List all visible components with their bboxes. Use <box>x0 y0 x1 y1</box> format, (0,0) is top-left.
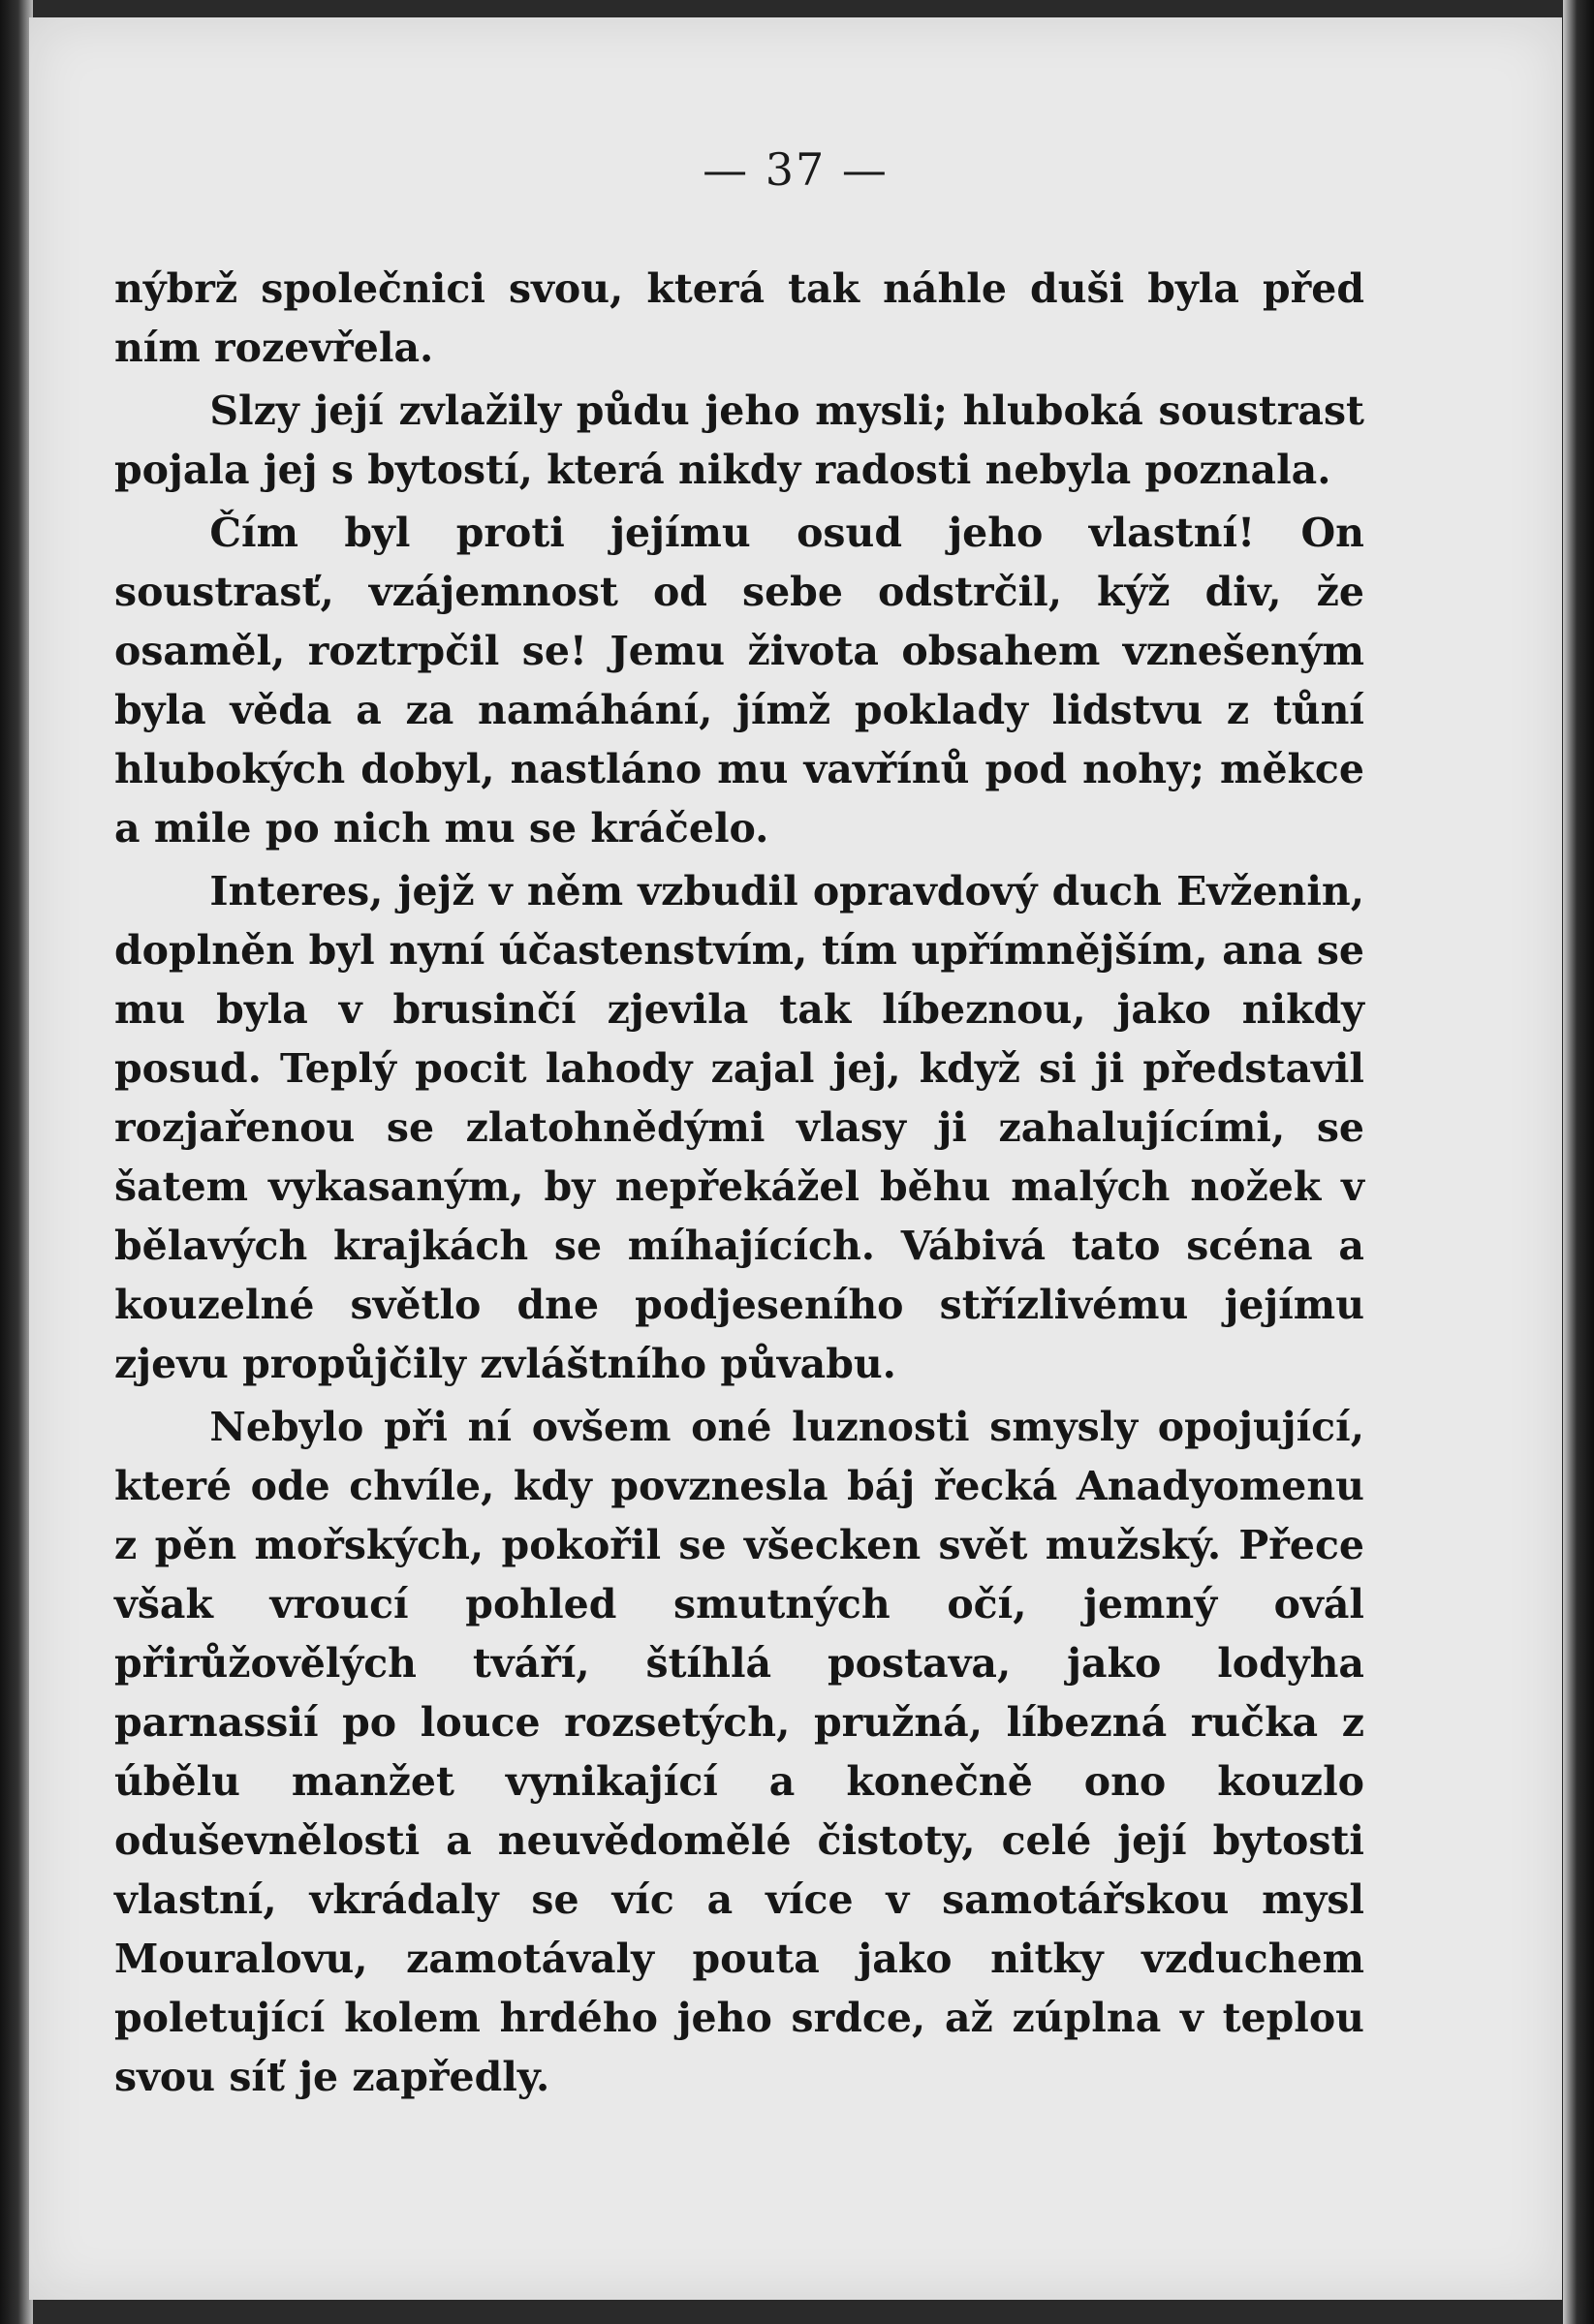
paragraph-4: Interes, jejž v něm vzbudil opravdový duch Evženin, doplněn byl nyní účastenstvím, tím upřímnějším, ana se mu byla v brusinčí zjevila tak líbeznou, jako nikdy posud. Teplý pocit lahody zajal jej, když si ji představil rozjařenou se zlatohnědými vlasy ji zahalujícími, se šatem vykasaným, by nepřekážel běhu malých nožek v bělavých krajkách se míhajících. Vábivá tato scéna a kouzelné světlo dne podjeseního střízlivému jejímu zjevu propůjčily zvláštního půvabu. <box>114 868 1364 1387</box>
paragraph-1: nýbrž společnici svou, která tak náhle duši byla před ním rozevřela. <box>114 265 1364 371</box>
scan-edge-right <box>1563 0 1594 2324</box>
body-text <box>114 260 1364 2107</box>
scan-edge-left <box>0 0 33 2324</box>
paragraph-5: Nebylo při ní ovšem oné luznosti smysly opojující, které ode chvíle, kdy povznesla báj řecká Anadyomenu z pěn mořských, pokořil se všecken svět mužský. Přece však vroucí pohled smutných očí, jemný ovál přirůžovělých tváří, štíhlá postava, jako lodyha parnassií po louce rozsetých, pružná, líbezná ručka z úbělu manžet vynikající a konečně ono kouzlo oduševnělosti a neuvědomělé čistoty, celé její bytosti vlastní, vkrádaly se víc a více v samotářskou mysl Mouralovu, zamotávaly pouta jako nitky vzduchem poletující kolem hrdého jeho srdce, až zúplna v teplou svou síť je zapředly. <box>114 1404 1364 2100</box>
paragraph-2: Slzy její zvlažily půdu jeho mysli; hluboká soustrast pojala jej s bytostí, která nikdy radosti nebyla poznala. <box>114 387 1364 493</box>
book-page <box>29 17 1562 2300</box>
paragraph-3: Čím byl proti jejímu osud jeho vlastní! On soustrasť, vzájemnost od sebe odstrčil, kýž div, že osaměl, roztrpčil se! Jemu života obsahem vznešeným byla věda a za namáhání, jímž poklady lidstvu z tůní hlubokých dobyl, nastláno mu vavřínů pod nohy; měkce a mile po nich mu se kráčelo. <box>114 510 1364 852</box>
page-number: — 37 — <box>703 143 889 196</box>
